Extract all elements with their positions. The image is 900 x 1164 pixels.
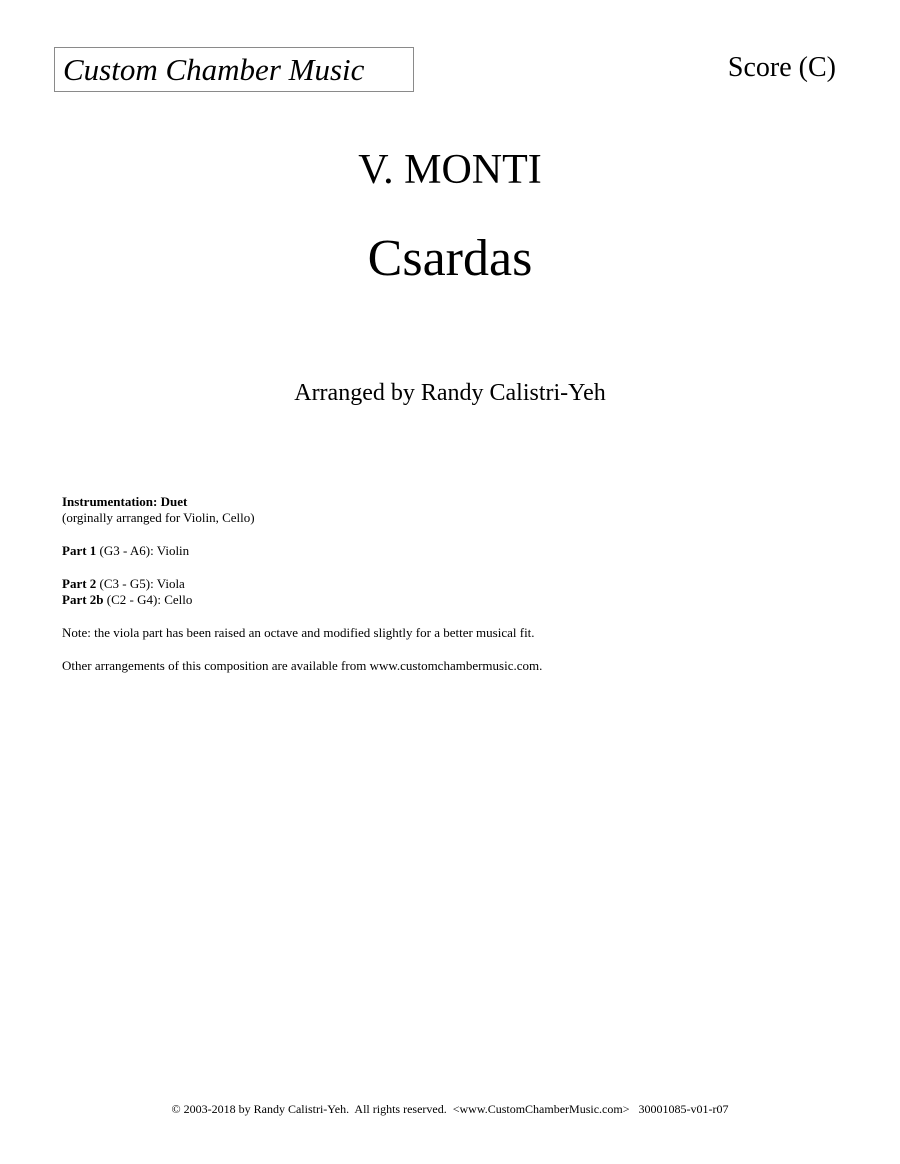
original-arrangement-note: (orginally arranged for Violin, Cello) [62,510,255,525]
part-line [62,543,842,559]
other-arrangements-note: Other arrangements of this composition are available from www.customchambermusic.com. [62,658,543,673]
instrumentation-heading: Instrumentation: Duet [62,494,188,509]
part-label: Part 2 [62,576,97,591]
part-line [62,592,842,608]
composer-name: V. MONTI [358,147,542,193]
part-detail: (C2 - G4): Cello [103,592,193,607]
instrumentation-section [62,494,842,674]
part-detail: (C3 - G5): Viola [96,576,185,591]
score-label: Score (C) [727,52,836,83]
publisher-name: Custom Chamber Music [63,52,365,87]
piece-title: Csardas [367,230,533,287]
part-line [62,576,842,592]
part-label: Part 2b [62,592,104,607]
copyright-footer: © 2003-2018 by Randy Calistri-Yeh. All rights reserved. <www.CustomChamberMusic.com> 30001085-v01-r07 [171,1102,729,1116]
arranger-credit: Arranged by Randy Calistri-Yeh [294,380,606,406]
part-label: Part 1 [62,543,97,558]
publisher-logo-box [54,47,414,92]
part-detail: (G3 - A6): Violin [96,543,190,558]
viola-note: Note: the viola part has been raised an octave and modified slightly for a better musical fit. [62,625,535,640]
